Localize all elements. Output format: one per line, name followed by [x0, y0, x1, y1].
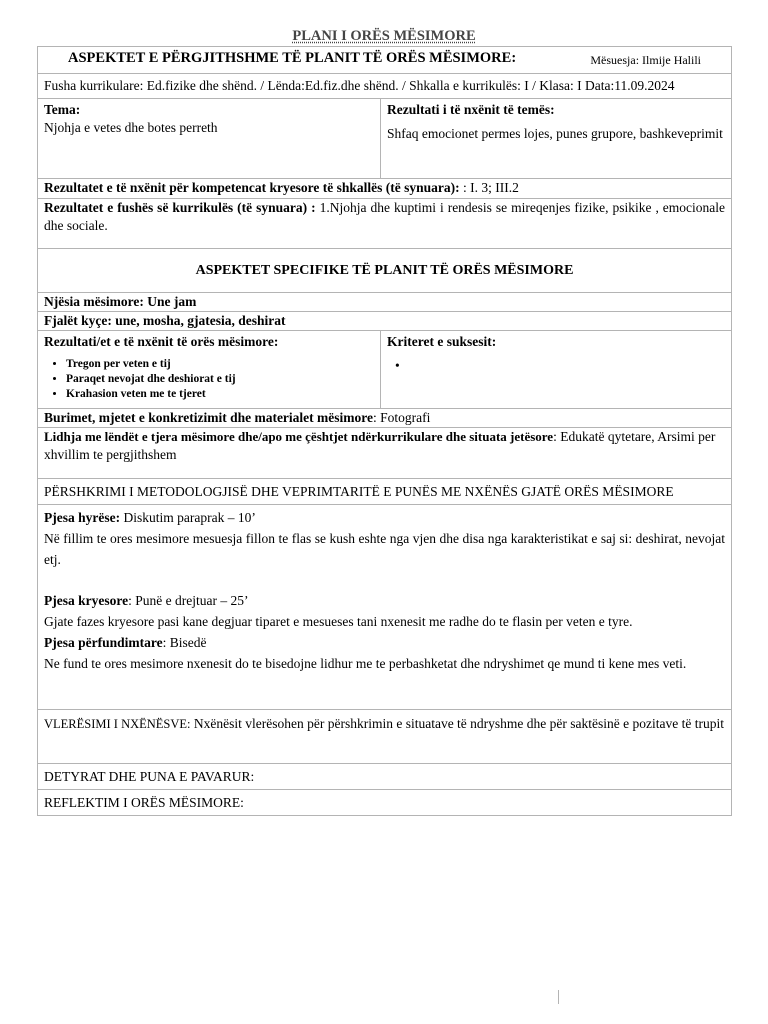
topic-result-label: Rezultati i të nxënit të temës:	[387, 102, 555, 117]
list-item: • Tregon per veten e tij	[66, 357, 374, 372]
activities-row	[38, 505, 732, 710]
page-marker-line	[558, 990, 559, 1004]
topic-result-value: Shfaq emocionet permes lojes, punes grupore, bashkeveprimit	[387, 126, 723, 141]
lesson-outcomes-label: Rezultati/et e të nxënit të orës mësimore:	[44, 334, 279, 349]
main-label: Pjesa kryesore	[44, 593, 129, 608]
intro-part	[44, 507, 725, 528]
specific-aspects-heading: ASPEKTET SPECIFIKE TË PLANIT TË ORËS MËSIMORE	[38, 249, 732, 293]
reflection-row	[38, 790, 732, 816]
curriculum-results-value: 1.Njohja dhe kuptimi i rendesis se mireqenjes fizike, psikike , emocionale dhe sociale.	[44, 200, 726, 233]
reflection-label: REFLEKTIM I ORËS MËSIMORE:	[38, 790, 732, 816]
links-label: Lidhja me lëndët e tjera mësimore dhe/apo me çështjet ndërkurrikulare dhe situata jetësore	[44, 429, 554, 444]
final-value: : Bisedë	[162, 635, 207, 650]
assessment-label: VLERËSIMI I NXËNËSVE:	[44, 717, 191, 731]
assessment-row	[38, 710, 732, 764]
keywords-row	[38, 312, 732, 331]
teacher-name: Mësuesja: Ilmije Halili	[590, 53, 702, 67]
curriculum-results-label: Rezultatet e fushës së kurrikulës (të synuara) :	[44, 200, 316, 215]
success-criteria-list	[387, 357, 725, 375]
general-aspects-colon: :	[511, 50, 517, 66]
links-row	[38, 428, 732, 479]
intro-label: Pjesa hyrëse:	[44, 510, 121, 525]
competences-value: : I. 3; III.2	[459, 180, 519, 195]
homework-label: DETYRAT DHE PUNA E PAVARUR:	[38, 764, 732, 790]
general-aspects-heading: ASPEKTET E PËRGJITHSHME TË PLANIT TË ORËS MËSIMORE	[68, 50, 512, 66]
specific-aspects-row	[38, 249, 732, 293]
competences-label: Rezultatet e të nxënit për kompetencat kryesore të shkallës (të synuara):	[44, 180, 460, 195]
general-aspects-row	[38, 47, 732, 74]
main-text: Gjate fazes kryesore pasi kane degjuar tiparet e mesueses tani nxenesit me radhe do te flasin per veten e tyre.	[44, 614, 633, 629]
methodology-row	[38, 479, 732, 505]
list-item: • Krahasion veten me te tjeret	[66, 387, 374, 402]
topic-value: Njohja e vetes dhe botes perreth	[44, 120, 218, 135]
competences-row	[38, 179, 732, 199]
main-value: : Punë e drejtuar – 25’	[128, 593, 249, 608]
final-part	[44, 632, 725, 653]
page-title: PLANI I ORËS MËSIMORE	[292, 28, 476, 44]
lesson-outcomes-list	[44, 357, 374, 402]
final-text: Ne fund te ores mesimore nxenesit do te bisedojne lidhur me te perbashketat dhe ndryshimet qe mund ti kene mes veti.	[44, 656, 687, 671]
homework-row	[38, 764, 732, 790]
success-criteria-label: Kriteret e suksesit:	[387, 334, 497, 349]
unit-row	[38, 293, 732, 312]
topic-label: Tema:	[44, 102, 81, 117]
intro-text: Në fillim te ores mesimore mesuesja fillon te flas se kush eshte nga vjen dhe disa nga karakteristikat e saj si: deshirat, nevojat etj.	[44, 531, 726, 567]
resources-value: : Fotografi	[373, 410, 431, 425]
topic-row	[38, 99, 732, 179]
keywords: Fjalët kyçe: une, mosha, gjatesia, deshirat	[38, 312, 732, 331]
resources-row	[38, 409, 732, 428]
curriculum-info: Fusha kurrikulare: Ed.fizike dhe shënd. / Lënda:Ed.fiz.dhe shënd. / Shkalla e kurrikulës: I / Klasa: I Data:11.09.2024	[38, 74, 732, 99]
list-item: •	[395, 358, 400, 373]
resources-label: Burimet, mjetet e konkretizimit dhe materialet mësimore	[44, 410, 374, 425]
list-item: • Paraqet nevojat dhe deshiorat e tij	[66, 372, 374, 387]
assessment-value: Nxënësit vlerësohen për përshkrimin e situatave të ndryshme dhe për saktësinë e pozitave të trupit	[190, 716, 724, 731]
curriculum-info-row	[38, 74, 732, 99]
outcomes-row	[38, 331, 732, 409]
lesson-plan-table	[37, 46, 732, 816]
lesson-unit: Njësia mësimore: Une jam	[38, 293, 732, 312]
links-value: : Edukatë qytetare, Arsimi per xhvillim te pergjithshem	[44, 429, 716, 462]
intro-value: Diskutim paraprak – 10’	[120, 510, 256, 525]
final-label: Pjesa përfundimtare	[44, 635, 163, 650]
methodology-heading: PËRSHKRIMI I METODOLOGJISË DHE VEPRIMTARITË E PUNËS ME NXËNËS GJATË ORËS MËSIMORE	[38, 479, 732, 505]
curriculum-results-row	[38, 199, 732, 249]
main-part	[44, 590, 725, 611]
